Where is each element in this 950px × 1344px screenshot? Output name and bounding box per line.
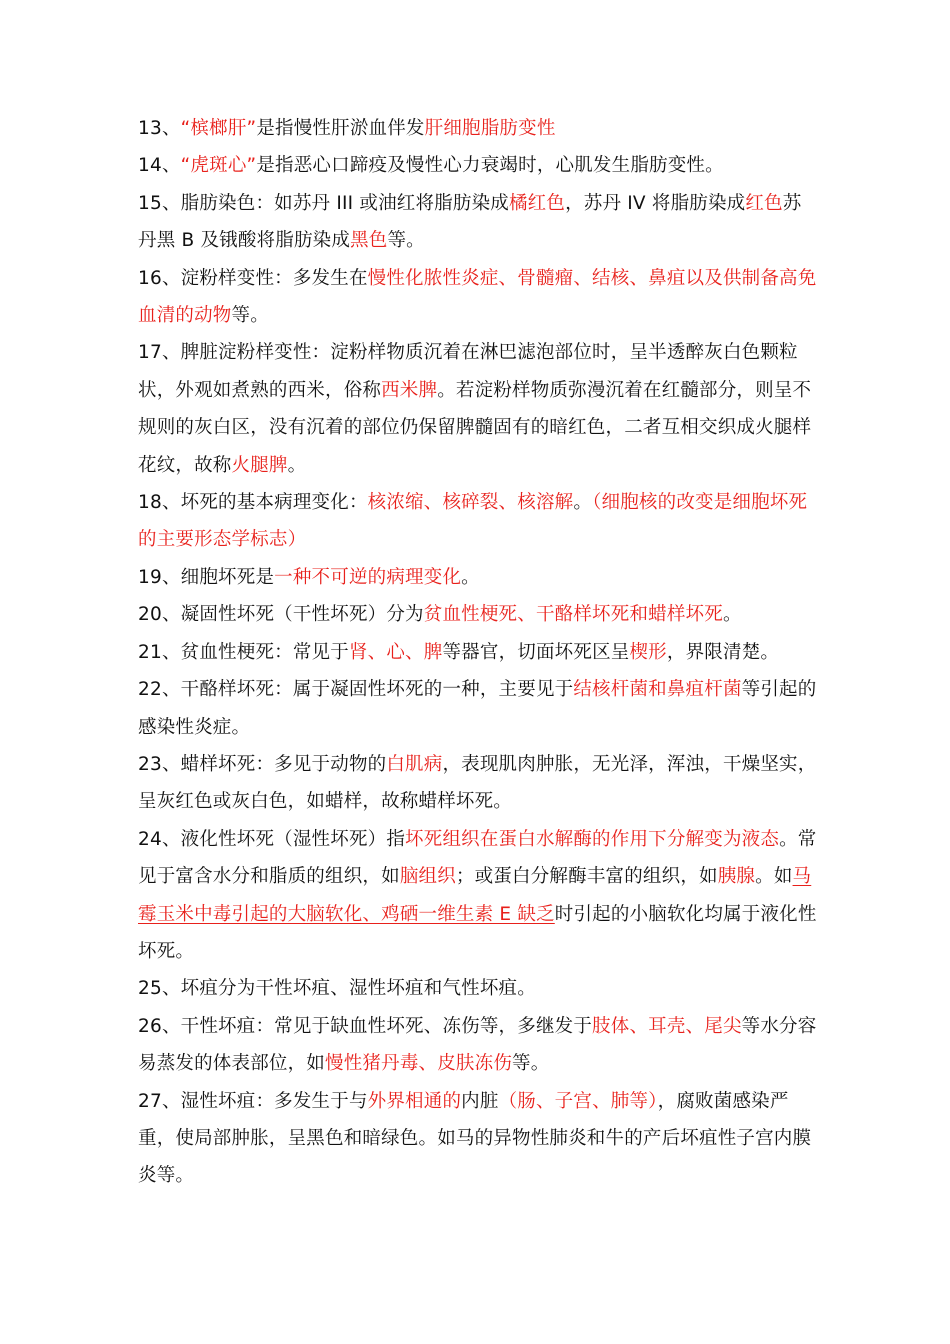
body-text: 等水分容易蒸发的体表部位，如	[138, 1015, 817, 1075]
body-text: 等。	[512, 1053, 550, 1075]
highlighted-text: 慢性猪丹毒、皮肤冻伤	[325, 1053, 513, 1075]
body-text: 等。	[387, 230, 425, 252]
highlighted-text: 白肌病	[386, 753, 443, 775]
body-text: 27、湿性坏疽：多发生于与	[138, 1090, 368, 1112]
highlighted-text: 外界相通的	[367, 1090, 462, 1112]
body-text: ，腐败菌感染严重，使局部肿胀，呈黑色和暗绿色。如马的异物性肺炎和牛的产后坏疽性子宫内膜炎等。	[138, 1090, 812, 1187]
body-text: 等。	[231, 305, 269, 327]
body-text: 26、干性坏疽：常见于缺血性坏死、冻伤等，多继发于	[138, 1015, 593, 1037]
body-text: 是指慢性肝淤血伴发	[256, 118, 425, 139]
highlighted-text: 红色	[745, 192, 783, 214]
body-text: 24、液化性坏死（湿性坏死）指	[138, 828, 406, 850]
highlighted-text: 黑色	[350, 230, 388, 252]
paragraph-p27	[138, 1083, 818, 1195]
highlighted-text: （肠、子宫、肺等）	[498, 1090, 658, 1112]
body-text: 23、蜡样坏死：多见于动物的	[138, 753, 387, 775]
paragraph-p23	[138, 746, 818, 821]
paragraph-p17	[138, 334, 818, 484]
paragraph-p24	[138, 821, 818, 971]
body-text: 19、细胞坏死是	[138, 566, 275, 588]
highlighted-text: 结核杆菌和鼻疽杆菌	[573, 679, 742, 701]
body-text: 苏丹黑 B 及锇酸将脂肪染成	[138, 192, 802, 252]
highlighted-text: 肾、心、脾	[348, 641, 443, 663]
body-text: 13、	[138, 118, 181, 139]
paragraph-p14	[138, 147, 818, 184]
paragraph-p22	[138, 671, 818, 746]
highlighted-text: 坏死组织在蛋白水解酶的作用下分解变为液态	[405, 828, 780, 850]
paragraph-p15	[138, 185, 818, 260]
paragraph-p21	[138, 634, 818, 671]
highlighted-text: （细胞核的改变是细胞坏死的主要形态学标志）	[138, 492, 808, 551]
paragraph-p16	[138, 260, 818, 335]
highlighted-text: 橘红色	[508, 192, 566, 214]
body-text: 。	[573, 492, 593, 514]
body-text: ，表现肌肉肿胀，无光泽，浑浊，干燥坚实，呈灰红色或灰白色，如蜡样，故称蜡样坏死。	[138, 753, 817, 813]
body-text: 内脏	[461, 1090, 499, 1112]
body-text: 17、脾脏淀粉样变性：淀粉样物质沉着在淋巴滤泡部位时，呈半透醉灰白色颗粒状，外观如煮熟的西米，俗称	[138, 342, 798, 401]
body-text: 20、凝固性坏死（干性坏死）分为	[138, 604, 424, 626]
paragraph-p18	[138, 484, 818, 559]
highlighted-text: 慢性化脓性炎症、骨髓瘤、结核、鼻疽以及供制备高免血清的动物	[138, 267, 817, 327]
body-text: 。	[287, 454, 307, 476]
body-text: 21、贫血性梗死：常见于	[138, 641, 349, 663]
highlighted-text: 贫血性梗死、干酪样坏死和蜡样坏死	[423, 604, 723, 626]
highlighted-text: “槟榔肝”	[180, 118, 257, 139]
body-text: 22、干酪样坏死：属于凝固性坏死的一种，主要见于	[138, 679, 574, 701]
paragraph-p19	[138, 559, 818, 596]
body-text: 25、坏疽分为干性坏疽、湿性坏疽和气性坏疽。	[138, 978, 536, 1000]
body-text: 14、	[138, 155, 181, 177]
highlighted-text: 火腿脾	[231, 454, 288, 476]
body-text: ，苏丹 IV 将脂肪染成	[565, 192, 746, 214]
body-text: 18、坏死的基本病理变化：	[138, 492, 368, 514]
highlighted-text: “虎斑心”	[180, 155, 257, 177]
paragraph-p20	[138, 596, 818, 633]
body-text: 时引起的小脑软化均属于液化性坏死。	[138, 903, 817, 962]
highlighted-text: 脑组织	[399, 866, 456, 888]
highlighted-text: 肝细胞脂肪变性	[424, 118, 556, 139]
body-text: 等器官，切面坏死区呈	[442, 641, 630, 663]
highlighted-text: 核浓缩、核碎裂、核溶解	[367, 492, 574, 514]
body-text: 是指恶心口蹄疫及慢性心力衰竭时，心肌发生脂肪变性。	[256, 155, 724, 177]
paragraph-p25	[138, 970, 818, 1007]
body-text: 。常见于富含水分和脂质的组织，如	[138, 828, 817, 888]
document-body	[138, 110, 818, 1195]
body-text: 。	[461, 566, 480, 588]
body-text: 。若淀粉样物质弥漫沉着在红髓部分，则呈不规则的灰白区，没有沉着的部位仍保留脾髓固有的暗红色，二者互相交织成火腿样花纹，故称	[138, 379, 812, 476]
highlighted-text: 楔形	[629, 641, 667, 663]
paragraph-p13	[138, 110, 818, 147]
highlighted-text: 肢体、耳壳、尾尖	[592, 1015, 742, 1037]
body-text: ；或蛋白分解酶丰富的组织，如	[455, 866, 718, 888]
highlighted-text: 一种不可逆的病理变化	[274, 566, 462, 588]
highlighted-text: 胰腺	[717, 866, 756, 888]
body-text: 。如	[755, 866, 793, 888]
body-text: 等引起的感染性炎症。	[138, 679, 817, 738]
body-text: ，界限清楚。	[666, 641, 780, 663]
body-text: 。	[722, 604, 742, 626]
body-text: 16、淀粉样变性：多发生在	[138, 267, 368, 289]
highlighted-text: 西米脾	[381, 379, 438, 401]
paragraph-p26	[138, 1008, 818, 1083]
highlighted-text: 马霉玉米中毒引起的大脑软化、鸡硒一维生素 E 缺乏	[138, 866, 812, 925]
body-text: 15、脂肪染色：如苏丹 III 或油红将脂肪染成	[138, 192, 509, 214]
